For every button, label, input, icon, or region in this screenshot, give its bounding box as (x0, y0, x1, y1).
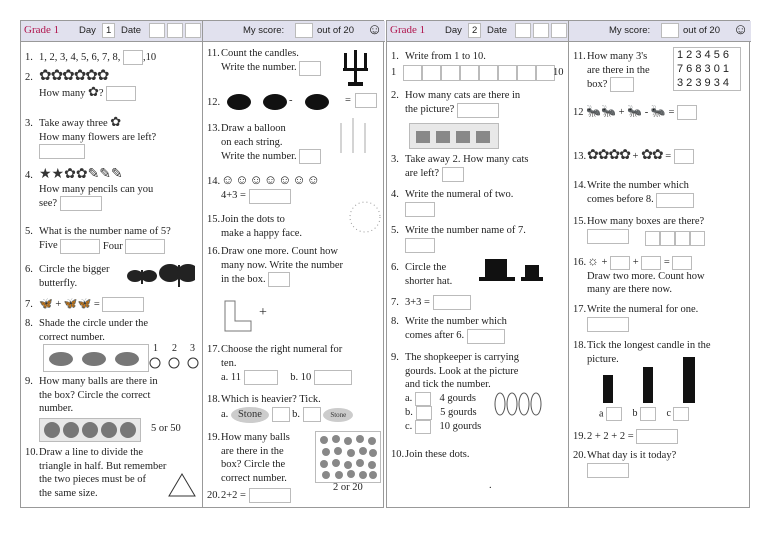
date-field-2[interactable] (167, 23, 183, 38)
balls-icon (318, 434, 378, 480)
s2-question-8 (391, 315, 564, 344)
mice-picture-box (43, 344, 149, 372)
flower-icons: ✿✿ (641, 148, 663, 163)
candle-options (599, 407, 689, 421)
mice-icons (225, 91, 365, 113)
q-text-tail: ,10 (143, 51, 157, 63)
q-text: Choose the right numeral for (221, 344, 343, 355)
s2-question-20 (573, 449, 747, 478)
q-text: Write from 1 to 10. (405, 51, 486, 62)
butterfly-icon: 🦋 (39, 297, 53, 310)
grid-row-1: 1 2 3 4 5 6 (677, 49, 729, 61)
choice-text[interactable]: 2 or 20 (333, 482, 363, 493)
q-number: 17. (573, 304, 587, 315)
flower-icon: ✿ (110, 114, 122, 129)
s1-question-5 (25, 225, 198, 254)
plus-sign: + (55, 298, 62, 310)
option-b: b. (292, 408, 301, 420)
q-number: 19. (207, 432, 221, 443)
score-label: My score: (243, 25, 285, 36)
butterfly-icon: 🦋🦋 (63, 297, 92, 310)
q-number: 19. (573, 430, 587, 442)
answer-box-four[interactable] (125, 239, 165, 254)
candles-icon (341, 45, 371, 89)
answer-box[interactable] (457, 103, 499, 118)
sequence-start: 1 (391, 67, 397, 78)
answer-box-a[interactable] (244, 370, 278, 385)
score-field[interactable] (295, 23, 313, 38)
grade-label: Grade 1 (390, 24, 426, 36)
q-number: 1. (391, 51, 399, 62)
q-text: What is the number name of 5? (39, 226, 171, 237)
q-text-2: gourds. Look at the picture (405, 365, 519, 377)
q-number: 2. (391, 90, 399, 101)
label-3: 3 (190, 343, 195, 354)
flower-icon: ✿ (88, 83, 99, 99)
ant-icon: 🐜🐜 (586, 104, 617, 118)
q-text-2: butterfly. (39, 277, 78, 289)
tick-box-a[interactable] (415, 392, 431, 406)
candles-icon (601, 353, 701, 408)
flower-icons: ✿✿✿✿✿✿ (39, 68, 109, 84)
flower-icons: ✿✿✿✿ (587, 148, 630, 163)
q-number: 8. (391, 316, 399, 327)
q-text: Take away three (39, 118, 108, 129)
s1-question-9 (25, 375, 198, 416)
s2-question-17 (573, 303, 747, 332)
q-number: 13. (207, 123, 221, 134)
equals-sign: = (668, 107, 675, 118)
option-c: c (666, 408, 671, 420)
q-text-3: box? (587, 78, 608, 90)
q-text-2: see? (39, 197, 58, 209)
s2-question-19 (573, 429, 747, 444)
q-text: 3+3 = (405, 296, 430, 308)
q-number: 4. (25, 170, 33, 181)
sheet1-header-right (203, 21, 385, 42)
plus-sign: + (632, 257, 639, 268)
q-text-2: are there in the (587, 64, 650, 76)
day-label: Day (79, 25, 96, 36)
q-text-2: triangle in half. But remember (39, 460, 167, 472)
q-text-2: are left? (405, 168, 440, 180)
tick-box-c[interactable] (673, 407, 689, 421)
stone-small: Stone (323, 408, 353, 422)
s2-question-13 (573, 149, 747, 164)
q-text-2: picture. (587, 353, 619, 365)
q-number: 16. (207, 246, 221, 257)
sheet2-header-left (387, 21, 568, 42)
option-b: b. (405, 406, 413, 418)
answer-box[interactable] (674, 149, 694, 164)
mouse-icon (46, 348, 146, 368)
q-text: Count the candles. (221, 48, 299, 59)
balls-box (315, 431, 381, 483)
ant-icon: 🐜 (650, 104, 666, 118)
grade-label: Grade 1 (24, 24, 60, 36)
sheet2-right-column (569, 21, 751, 507)
q-number: 16. (573, 257, 587, 268)
q-text-2: many are there now. (587, 284, 673, 296)
q-text-3: in the box. (221, 273, 266, 285)
date-field-3[interactable] (551, 23, 567, 38)
option-five: Five (39, 240, 58, 252)
q-text: 4+3 = (221, 190, 246, 202)
q-text-2: make a happy face. (221, 227, 303, 239)
date-field-1[interactable] (515, 23, 531, 38)
q-text: Which is heavier? Tick. (221, 394, 321, 405)
answer-box[interactable] (677, 105, 697, 120)
label-1: 1 (153, 343, 158, 354)
day-field[interactable] (468, 23, 481, 38)
q-number: 8. (25, 318, 33, 329)
q-text-2: shorter hat. (405, 275, 453, 287)
q-number: 14. (573, 180, 587, 191)
answer-box[interactable] (102, 297, 144, 312)
answer-box[interactable] (299, 149, 321, 164)
q-text: How many boxes are there? (587, 216, 705, 227)
out-of-label: out of 20 (317, 25, 354, 36)
answer-box[interactable] (442, 167, 464, 182)
s2-question-7 (391, 295, 564, 310)
s1-question-18 (207, 393, 381, 423)
option-b: b. 10 (290, 371, 312, 383)
q-text: Circle the bigger (39, 264, 110, 275)
date-field-3[interactable] (185, 23, 201, 38)
score-field[interactable] (661, 23, 679, 38)
q-number: 6. (391, 262, 399, 273)
sheet2-header-right (569, 21, 751, 42)
dot-circle[interactable] (347, 199, 383, 235)
s1-question-7 (25, 297, 198, 312)
q-text: Draw a balloon (221, 123, 286, 134)
answer-box[interactable] (268, 272, 290, 287)
s2-question-12 (573, 105, 747, 120)
option-b: b (632, 408, 638, 420)
plus-sign: + (632, 151, 639, 162)
date-label: Date (121, 25, 142, 36)
triangle-shape[interactable] (167, 472, 197, 498)
number-grid (673, 47, 741, 91)
answer-box[interactable] (405, 202, 435, 217)
equals-sign: = (345, 95, 351, 106)
q-number: 18. (207, 394, 221, 405)
q-number: 7. (391, 296, 399, 308)
option-a: a. 11 (221, 371, 242, 383)
date-field-1[interactable] (149, 23, 165, 38)
q-number: 15. (207, 214, 221, 225)
q-text: Draw one more. Count how (221, 246, 338, 257)
option-four: Four (102, 240, 123, 252)
s2-question-14 (573, 179, 747, 208)
s2-question-5 (391, 224, 564, 253)
option-a: a. (221, 408, 229, 420)
answer-box[interactable] (636, 429, 678, 444)
q-text-2: Write the number. (221, 62, 297, 74)
q-text-2: the box? Circle the correct (39, 389, 151, 401)
balls-box (39, 418, 141, 442)
minus-sign: - (644, 107, 649, 118)
q-number: 3. (391, 154, 399, 165)
q-text: 2 + 2 + 2 = (587, 430, 634, 442)
q-number: 18. (573, 340, 587, 351)
q-text: Tick the longest candle in the (587, 340, 711, 351)
answer-box[interactable] (610, 77, 634, 92)
day-field[interactable] (102, 23, 115, 38)
equals-sign: = (665, 151, 672, 162)
q-text-2: comes after 6. (405, 330, 465, 342)
date-label: Date (487, 25, 508, 36)
option-b-text: 5 gourds (440, 406, 477, 418)
q-text-2: ten. (221, 357, 237, 369)
s1-question-16 (207, 245, 381, 287)
q-number: 12. (207, 97, 221, 108)
q-text-3: box? Circle the (221, 459, 286, 470)
q-number: 10. (391, 449, 405, 460)
hats-icon[interactable] (479, 257, 549, 285)
s2-question-1 (391, 50, 564, 64)
answer-box[interactable] (106, 86, 136, 101)
answer-box-b[interactable] (314, 370, 352, 385)
q-text: Write the numeral for one. (587, 304, 699, 315)
answer-box[interactable] (123, 50, 143, 65)
answer-box[interactable] (587, 317, 629, 332)
answer-box[interactable] (433, 295, 471, 310)
q-number: 3. (25, 118, 33, 129)
answer-box[interactable] (60, 196, 102, 211)
ant-icon: 🐜 (627, 104, 643, 118)
score-label: My score: (609, 25, 651, 36)
grid-row-3: 3 2 3 9 3 4 (677, 77, 729, 89)
q-number: 7. (25, 298, 33, 310)
day-value: 1 (106, 25, 112, 36)
q-number: 10. (25, 447, 39, 458)
q-mark: ? (98, 87, 104, 99)
s1-question-8 (25, 317, 198, 344)
q-text: How many balls (221, 432, 290, 443)
sheet1-header-left (21, 21, 202, 42)
option-a: a. (405, 392, 413, 404)
q-text-3: the two pieces must be of (39, 474, 147, 485)
plus-sign: + (618, 107, 625, 118)
faces-icons: ☺☺☺☺☺☺☺ (221, 172, 321, 187)
q-number: 15. (573, 216, 587, 227)
equals-sign: = (93, 298, 100, 310)
q-text: Write the number which (587, 180, 689, 191)
balls-icon (43, 421, 139, 439)
q-text: Write the number name of 7. (405, 225, 526, 236)
q-text-2: comes before 8. (587, 194, 654, 206)
worksheet-day-2 (386, 20, 750, 508)
balloon-strings[interactable] (333, 113, 373, 158)
s1-question-3 (25, 115, 198, 159)
q-text: Draw a line to divide the (39, 447, 144, 458)
sequence-boxes[interactable] (403, 65, 555, 81)
option-c-text: 10 gourds (439, 420, 482, 432)
q-text: 1, 2, 3, 4, 5, 6, 7, 8, (39, 51, 121, 63)
q-text: Write the numeral of two. (405, 189, 514, 200)
s1-question-2 (25, 70, 198, 101)
plus-sign: + (601, 257, 608, 268)
answer-box[interactable] (355, 93, 377, 108)
l-shape-icon (223, 299, 253, 333)
cats-icon (414, 127, 496, 145)
answer-box[interactable] (587, 463, 629, 478)
q-text-3: number. (39, 403, 74, 414)
s2-question-3 (391, 153, 564, 182)
q-text-2: many now. Write the number (221, 259, 344, 271)
date-field-2[interactable] (533, 23, 549, 38)
label-2: 2 (172, 343, 177, 354)
q-number: 6. (25, 264, 33, 275)
q-text: How many (39, 87, 86, 99)
q-text: How many balls are there in (39, 376, 158, 387)
q-text: Draw two more. Count how (587, 270, 705, 282)
sheet2-left-column (387, 21, 569, 507)
smiley-icon: ☺ (733, 21, 749, 38)
q-number: 5. (25, 226, 33, 237)
gourds-icon (493, 391, 543, 417)
choice-text[interactable]: 5 or 50 (151, 423, 181, 434)
q-number: 9. (391, 352, 399, 363)
blank-box-2[interactable] (641, 256, 661, 270)
q-text-3: and tick the number. (405, 379, 491, 390)
blank-box-1[interactable] (610, 256, 630, 270)
q-text: Write the number which (405, 316, 507, 327)
boxes-figure (645, 231, 705, 246)
answer-box[interactable] (587, 229, 629, 244)
tick-box-b[interactable] (416, 406, 432, 420)
s2-question-4 (391, 188, 564, 217)
q-text: Join the dots to (221, 214, 285, 225)
answer-circles[interactable] (148, 356, 203, 370)
sheet1-right-column (203, 21, 385, 507)
s1-question-4 (25, 168, 198, 211)
q-number: 12 (573, 107, 584, 118)
tick-box-b[interactable] (303, 407, 321, 422)
s1-question-1 (25, 50, 198, 65)
q-text-2: correct number. (39, 331, 105, 343)
answer-box[interactable] (467, 329, 505, 344)
q-number: 11. (207, 48, 220, 59)
q-text: How many pencils can you (39, 183, 154, 195)
day-label: Day (445, 25, 462, 36)
answer-box[interactable] (299, 61, 321, 76)
q-text: Circle the (405, 262, 447, 273)
sun-icon: ☼ (587, 253, 599, 268)
day-value: 2 (472, 25, 478, 36)
answer-box[interactable] (249, 488, 291, 503)
answer-box[interactable] (249, 189, 291, 204)
q-number: 1. (25, 51, 33, 63)
s2-question-2 (391, 89, 564, 118)
q-number: 13. (573, 151, 587, 162)
q-text: Shade the circle under the (39, 318, 149, 329)
q-number: 20. (207, 489, 221, 501)
option-a: a (599, 408, 604, 420)
q-text-4: correct number. (221, 472, 287, 484)
q-text-2: are there in the (221, 445, 284, 457)
s2-question-16 (573, 254, 747, 297)
q-text-4: the same size. (39, 487, 98, 499)
out-of-label: out of 20 (683, 25, 720, 36)
answer-box[interactable] (656, 193, 694, 208)
tick-box-a[interactable] (272, 407, 290, 422)
s1-question-17 (207, 343, 381, 385)
option-c: c. (405, 420, 413, 432)
stone-large: Stone (231, 407, 269, 423)
q-number: 14. (207, 176, 221, 187)
q-number: 20. (573, 450, 587, 461)
q-text: What day is it today? (587, 450, 677, 461)
answer-box[interactable] (672, 256, 692, 270)
answer-box-five[interactable] (60, 239, 100, 254)
answer-box[interactable] (405, 238, 435, 253)
dot-mark[interactable]: . (489, 480, 492, 491)
q-number: 17. (207, 344, 221, 355)
minus-sign: - (289, 95, 293, 106)
q-text-2: How many flowers are left? (39, 131, 157, 143)
tick-box-b[interactable] (640, 407, 656, 421)
q-text: Take away 2. How many cats (405, 154, 529, 165)
option-a-text: 4 gourds (439, 392, 477, 404)
q-text-3: Write the number. (221, 150, 297, 162)
smiley-icon: ☺ (367, 21, 383, 38)
q-text: Join these dots. (405, 449, 470, 460)
tick-box-a[interactable] (606, 407, 622, 421)
cats-picture (409, 123, 499, 149)
q-text: How many cats are there in (405, 90, 521, 101)
q-text: The shopkeeper is carrying (405, 352, 519, 363)
sheet1-left-column (21, 21, 203, 507)
q-number: 2. (25, 72, 33, 83)
q-text: 2+2 = (221, 489, 246, 501)
q-number: 9. (25, 376, 33, 387)
stars-flowers-pencils-icons: ★★✿✿✎✎✎ (39, 167, 123, 182)
s2-question-10 (391, 448, 564, 462)
sequence-end: 10 (553, 67, 564, 78)
answer-box[interactable] (39, 144, 85, 159)
q-text-2: the picture? (405, 104, 455, 116)
grid-row-2: 7 6 8 3 0 1 (677, 63, 729, 75)
q-text: How many 3's (587, 51, 648, 62)
q-text-2: on each string. (221, 136, 283, 148)
plus-sign: + (259, 305, 267, 320)
butterflies-icon (125, 261, 195, 293)
q-number: 4. (391, 189, 399, 200)
worksheet-day-1 (20, 20, 384, 508)
q-number: 11. (573, 51, 586, 62)
s1-question-20 (207, 488, 381, 503)
q-number: 5. (391, 225, 399, 236)
equals-sign: = (663, 257, 670, 268)
tick-box-c[interactable] (415, 420, 431, 434)
